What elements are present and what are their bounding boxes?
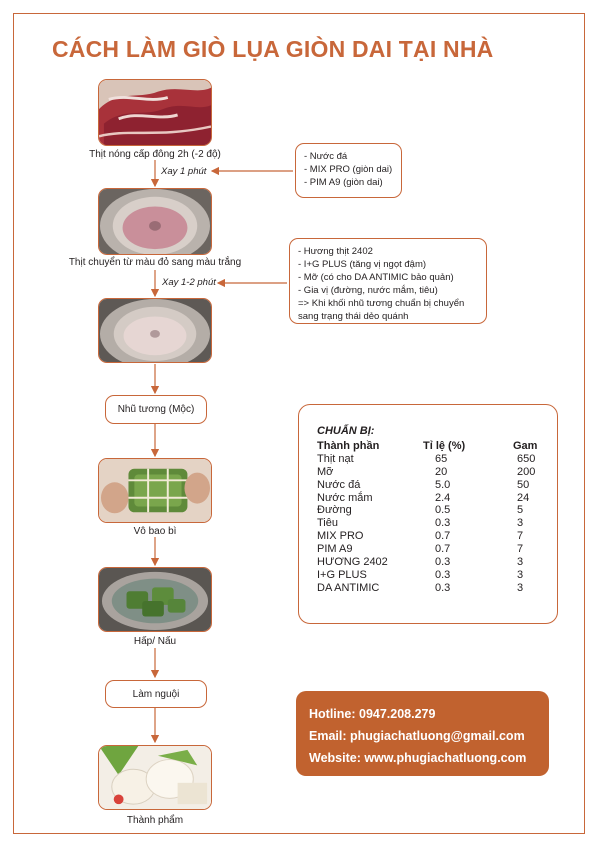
table-header [317,440,547,453]
table-cell: 0.3 [435,581,451,594]
note2-line: sang trạng thái dẻo quánh [298,311,409,322]
steaming-photo [98,567,212,632]
table-cell: 7 [517,543,524,556]
emulsion-label: Nhũ tương (Mộc) [117,404,195,415]
recipe-table [298,404,558,624]
note1-line: - Nước đá [304,151,348,162]
note1-line: - PIM A9 (giòn dai) [304,177,383,188]
table-cell: 2.4 [435,491,451,504]
grinder-photo-2 [98,298,212,363]
additives-note-2 [289,238,487,324]
table-row [317,517,547,530]
step2-caption: Thịt chuyển từ màu đỏ sang màu trắng [68,257,242,268]
note2-line: - Gia vị (đường, nước mắm, tiêu) [298,285,438,296]
additives-note-1 [295,143,402,198]
table-cell: 3 [517,581,524,594]
table-cell: DA ANTIMIC [317,581,380,594]
table-cell: 0.5 [435,504,451,517]
table-cell: 0.7 [435,543,451,556]
table-cell: 200 [517,465,536,478]
table-cell: 50 [517,478,530,491]
table-row [317,466,547,479]
table-cell: 65 [435,452,448,465]
table-row [317,582,547,595]
table-cell: HƯƠNG 2402 [317,556,388,569]
recipe-heading: CHUẨN BỊ: [317,425,375,437]
table-cell: Thịt nạt [317,452,354,465]
column-header: Gam [513,440,538,452]
grinder-photo-1 [98,188,212,255]
table-row [317,453,547,466]
cooling-node [105,680,207,708]
note2-line: - Hương thịt 2402 [298,246,373,257]
table-cell: 0.3 [435,517,451,530]
steam-caption: Hấp/ Nấu [133,636,177,647]
table-cell: 3 [517,517,524,530]
table-cell: 0.3 [435,568,451,581]
column-header: Tỉ lệ (%) [423,440,466,452]
recipe-grid [317,440,547,595]
table-cell: Nước mắm [317,491,373,504]
table-row [317,543,547,556]
table-cell: 650 [517,452,536,465]
wrap-caption: Vô bao bì [133,526,177,537]
table-cell: Tiêu [317,517,338,530]
table-row [317,530,547,543]
table-cell: I+G PLUS [317,568,367,581]
table-row [317,479,547,492]
table-cell: 0.7 [435,530,451,543]
table-row [317,492,547,505]
table-cell: MIX PRO [317,530,364,543]
table-cell: 0.3 [435,556,451,569]
cooling-label: Làm nguội [132,688,180,700]
final-caption: Thành phẩm [126,815,184,826]
step1-caption: Thịt nóng cấp đông 2h (-2 độ) [89,149,221,160]
table-cell: 24 [517,491,530,504]
arrow2-label: Xay 1-2 phút [162,277,216,288]
note2-line: - Mỡ (có cho DA ANTIMIC bảo quản) [298,272,454,283]
table-cell: Đường [317,504,352,517]
page-title: CÁCH LÀM GIÒ LỤA GIÒN DAI TẠI NHÀ [52,36,494,62]
note2-line: => Khi khối nhũ tương chuẩn bị chuyển [298,298,465,309]
table-cell: 20 [435,465,448,478]
table-row [317,556,547,569]
final-product-photo [98,745,212,810]
table-cell: 5.0 [435,478,451,491]
table-cell: 3 [517,556,524,569]
table-cell: 3 [517,568,524,581]
frozen-meat-photo [98,79,212,146]
contact-panel [296,691,549,776]
note1-line: - MIX PRO (giòn dai) [304,164,393,175]
table-cell: 7 [517,530,524,543]
table-row [317,569,547,582]
hotline-text[interactable]: Hotline: 0947.208.279 [309,707,436,721]
note2-line: - I+G PLUS (tăng vị ngọt đậm) [298,259,427,270]
table-cell: PIM A9 [317,543,353,556]
table-cell: Mỡ [317,465,334,478]
table-cell: Nước đá [317,478,361,491]
table-row [317,504,547,517]
arrow1-label: Xay 1 phút [161,166,207,177]
wrapping-photo [98,458,212,523]
column-header: Thành phần [317,440,380,452]
emulsion-node [105,395,207,424]
website-text[interactable]: Website: www.phugiachatluong.com [309,751,527,765]
table-cell: 5 [517,504,524,517]
email-text[interactable]: Email: phugiachatluong@gmail.com [309,729,525,743]
